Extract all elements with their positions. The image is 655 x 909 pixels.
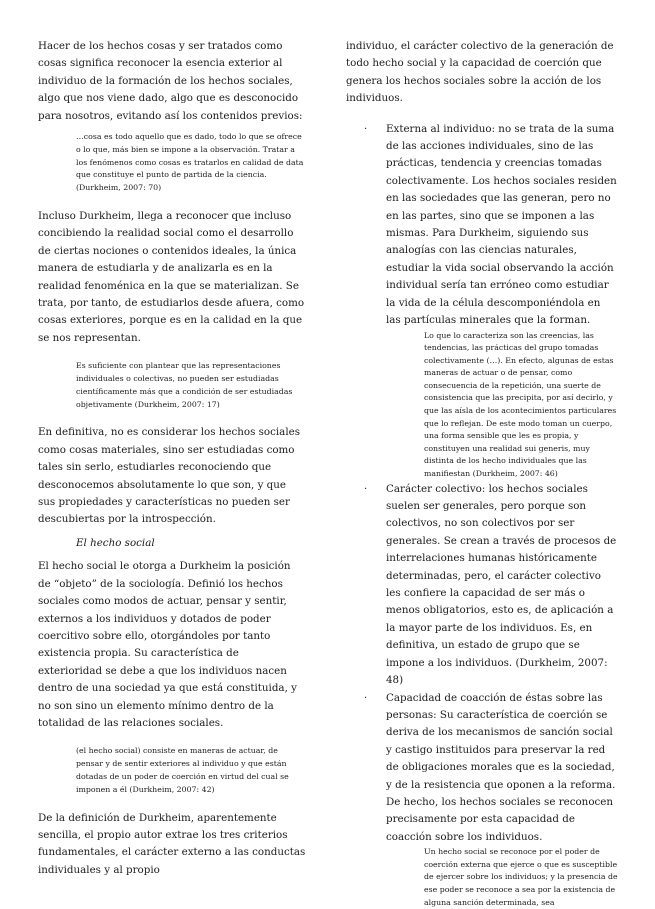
bullet-text: Capacidad de coacción de éstas sobre las personas: Su característica de coerción se deriva de los mecanismos de sanción social y castigo instituidos para preservar la red de obligaciones morales que es la sociedad, y de la resistencia que oponen a la reforma. De hecho, los hechos sociales se reconocen precisamente por esta capacidad de coacción sobre los individuos. <box>386 691 616 843</box>
bullet-icon: · <box>364 692 368 704</box>
right-column <box>346 38 618 909</box>
left-column <box>38 38 306 879</box>
bullet-text: Carácter colectivo: los hechos sociales suelen ser generales, pero porque son colectivos, no son colectivos por ser generales. Se crean a través de procesos de interrelaciones humanas históricamente determinadas, pero, el carácter colectivo les confiere la capacidad de ser más o menos obligatorios, esto es, de aplicación a la mayor parte de los individuos. Es, en definitiva, un estado de grupo que se impone a los individuos. (Durkheim, 2007: 48) <box>386 482 617 687</box>
paragraph: El hecho social le otorga a Durkheim la posición de “objeto” de la sociología. Definió los hechos sociales como modos de actuar, pensar y sentir, externos a los individuos y dotados de poder coercitivo sobre ello, otorgándoles por tanto existencia propia. Su característica de exterioridad se debe a que los individuos nacen dentro de una sociedad ya que está constituida, y no son sino un elemento mínimo dentro de la totalidad de las relaciones sociales. <box>38 560 297 729</box>
bullet-icon: · <box>364 483 368 495</box>
block-quote: (el hecho social) consiste en maneras de actuar, de pensar y de sentir exteriores al individuo y que están dotadas de un poder de coerción en virtud del cual se imponen a él (Durkheim, 2007: 42) <box>76 746 289 794</box>
bullet-item-collective <box>364 481 618 690</box>
block-quote: …cosa es todo aquello que es dado, todo lo que se ofrece o lo que, más bien se impone a la observación. Tratar a los fenómenos como cosas es tratarlos en calidad de data que constituye el punto de partida de la ciencia. (Durkheim, 2007: 70) <box>76 132 304 193</box>
paragraph: De la definición de Durkheim, aparentemente sencilla, el propio autor extrae los tres criterios fundamentales, el carácter externo a las conductas individuales y al propio <box>38 811 306 876</box>
paragraph: Incluso Durkheim, llega a reconocer que incluso concibiendo la realidad social como el desarrollo de ciertas nociones o contenidos ideales, la única manera de estudiarla y de analizarla es en la realidad fenoménica en la que se materializan. Se trata, por tanto, de estudiarlos desde afuera, como cosas exteriores, porque es en la calidad en la que se nos representan. <box>38 210 305 344</box>
block-quote: Es suficiente con plantear que las representaciones individuales o colectivas, no pueden ser estudiadas científicamente más que a condición de ser estudiadas objetivamente (Durkheim, 2007: 17) <box>76 361 293 409</box>
paragraph: En definitiva, no es considerar los hechos sociales como cosas materiales, sino ser estudiadas como tales sin serlo, estudiarles reconociendo que desconocemos absolutamente lo que son, y que sus propiedades y características no pueden ser descubiertas por la introspección. <box>38 426 300 526</box>
paragraph: individuo, el carácter colectivo de la generación de todo hecho social y la capacidad de coerción que genera los hechos sociales sobre la acción de los individuos. <box>346 40 614 105</box>
bullet-item-coercion <box>364 690 618 847</box>
block-quote: Un hecho social se reconoce por el poder de coerción externa que ejerce o que es susceptible de ejercer sobre los individuos; y la presencia de ese poder se reconoce a sea por la existencia de alguna sanción determinada, sea <box>424 847 618 907</box>
block-quote: Lo que lo caracteriza son las creencias, las tendencias, las prácticas del grupo tomadas colectivamente (…). En efecto, algunas de estas maneras de actuar o de pensar, como consecuencia de la repetición, una suerte de consistencia que las precipita, por así decirlo, y que las aísla de los acontecimientos particulares que lo reflejan. De este modo toman un cuerpo, una forma sensible que les es propia, y constituyen una realidad sui generis, muy distinta de los hecho individuales que las manifiestan (Durkheim, 2007: 46) <box>424 330 617 479</box>
section-heading: El hecho social <box>76 536 155 549</box>
bullet-item-external <box>364 121 618 330</box>
bullet-icon: · <box>364 123 368 135</box>
bullet-text: Externa al individuo: no se trata de la suma de las acciones individuales, sino de las prácticas, tendencia y creencias tomadas colectivamente. Los hechos sociales residen en las sociedades que las generan, pero no en las partes, sino que se imponen a las mismas. Para Durkheim, siguiendo sus analogías con las ciencias naturales, estudiar la vida social observando la acción individual sería tan erróneo como estudiar la vida de la célula descomponiéndola en las partículas minerales que la forman. <box>386 122 617 327</box>
paragraph: Hacer de los hechos cosas y ser tratados como cosas significa reconocer la esencia exterior al individuo de la formación de los hechos sociales, algo que nos viene dado, algo que es desconocido para nosotros, evitando así los contenidos previos: <box>38 40 303 122</box>
